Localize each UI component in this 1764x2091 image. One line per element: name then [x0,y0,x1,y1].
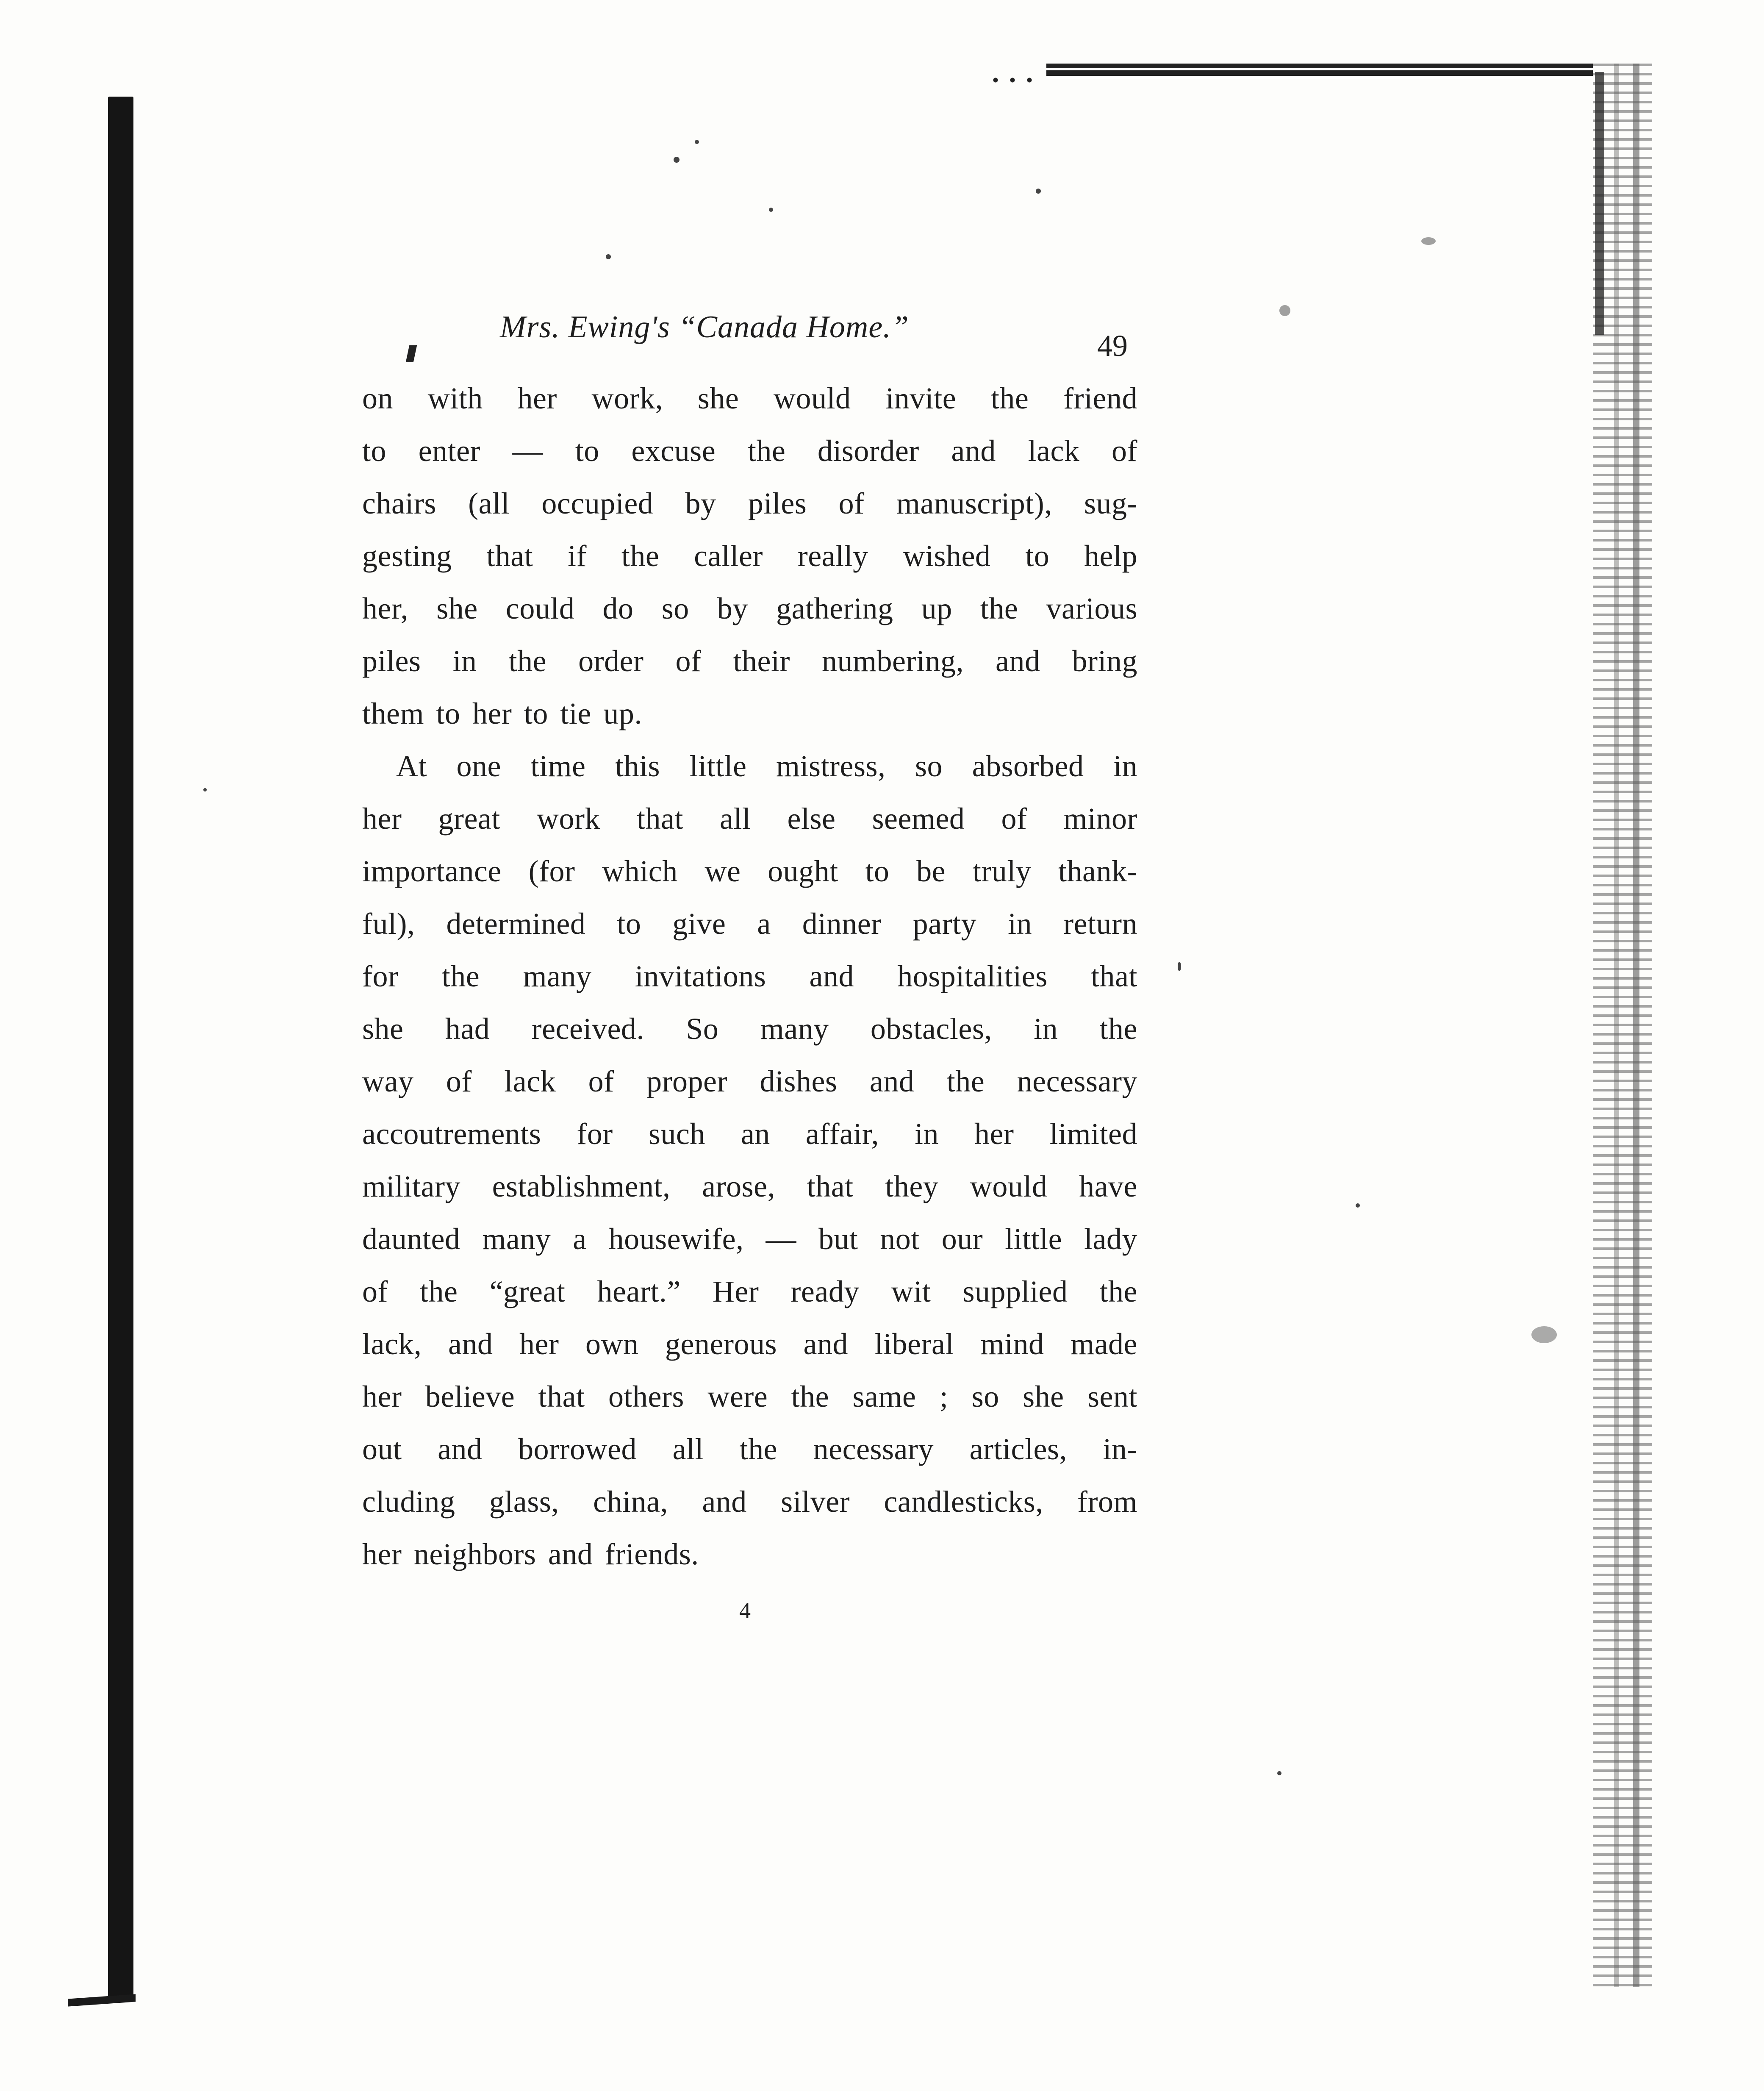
body-line: accoutrements for such an affair, in her limited [362,1117,1137,1151]
body-line: for the many invitations and hospitalities that [362,959,1137,993]
body-line: on with her work, she would invite the friend [362,381,1137,415]
body-line: piles in the order of their numbering, and bring [362,644,1137,678]
body-line: daunted many a housewife, — but not our little lady [362,1222,1137,1256]
page-number: 49 [1097,329,1128,363]
body-line: chairs (all occupied by piles of manuscript), sug- [362,486,1137,520]
body-line: of the “great heart.” Her ready wit supplied the [362,1275,1137,1308]
body-line: her, she could do so by gathering up the various [362,591,1137,625]
running-head-title: Mrs. Ewing's “Canada Home.” [500,310,909,344]
scan-speck [674,157,680,163]
body-line: military establishment, arose, that they would have [362,1169,1137,1203]
scan-speck [1036,189,1041,194]
body-line: her neighbors and friends. [362,1537,699,1571]
body-line: way of lack of proper dishes and the necessary [362,1064,1137,1098]
top-rule [1046,64,1593,79]
body-line: ful), determined to give a dinner party in return [362,907,1137,941]
scan-speck [1356,1203,1360,1208]
body-line: to enter — to excuse the disorder and lack of [362,434,1137,468]
scan-speck [1279,305,1290,316]
paragraph-first-line: At one time this little mistress, so absorbed in [396,749,1137,783]
scan-speck [1178,962,1181,971]
binding-shadow-foot [68,1994,136,2006]
body-line: her great work that all else seemed of minor [362,802,1137,836]
scan-speck [1277,1771,1281,1775]
scan-speck [695,140,699,144]
signature-mark: 4 [739,1598,751,1623]
running-head-mark [406,345,417,362]
body-line: she had received. So many obstacles, in the [362,1012,1137,1046]
body-line: her believe that others were the same ; so she sent [362,1380,1137,1413]
facing-page-edge-dark [1595,72,1604,335]
binding-shadow-left [108,97,133,2001]
body-line: them to her to tie up. [362,697,642,730]
scan-speck [606,254,611,259]
scan-speck [1531,1326,1557,1343]
top-rule-dots [987,77,1038,83]
body-line: importance (for which we ought to be truly thank- [362,854,1137,888]
scan-speck [203,788,207,791]
body-line: gesting that if the caller really wished to help [362,539,1137,573]
body-line: cluding glass, china, and silver candlesticks, from [362,1485,1137,1519]
scan-speck [769,208,773,212]
body-line: lack, and her own generous and liberal mind made [362,1327,1137,1361]
body-line: out and borrowed all the necessary articles, in- [362,1432,1137,1466]
facing-page-edge [1593,64,1652,1987]
scan-speck [1421,237,1436,245]
